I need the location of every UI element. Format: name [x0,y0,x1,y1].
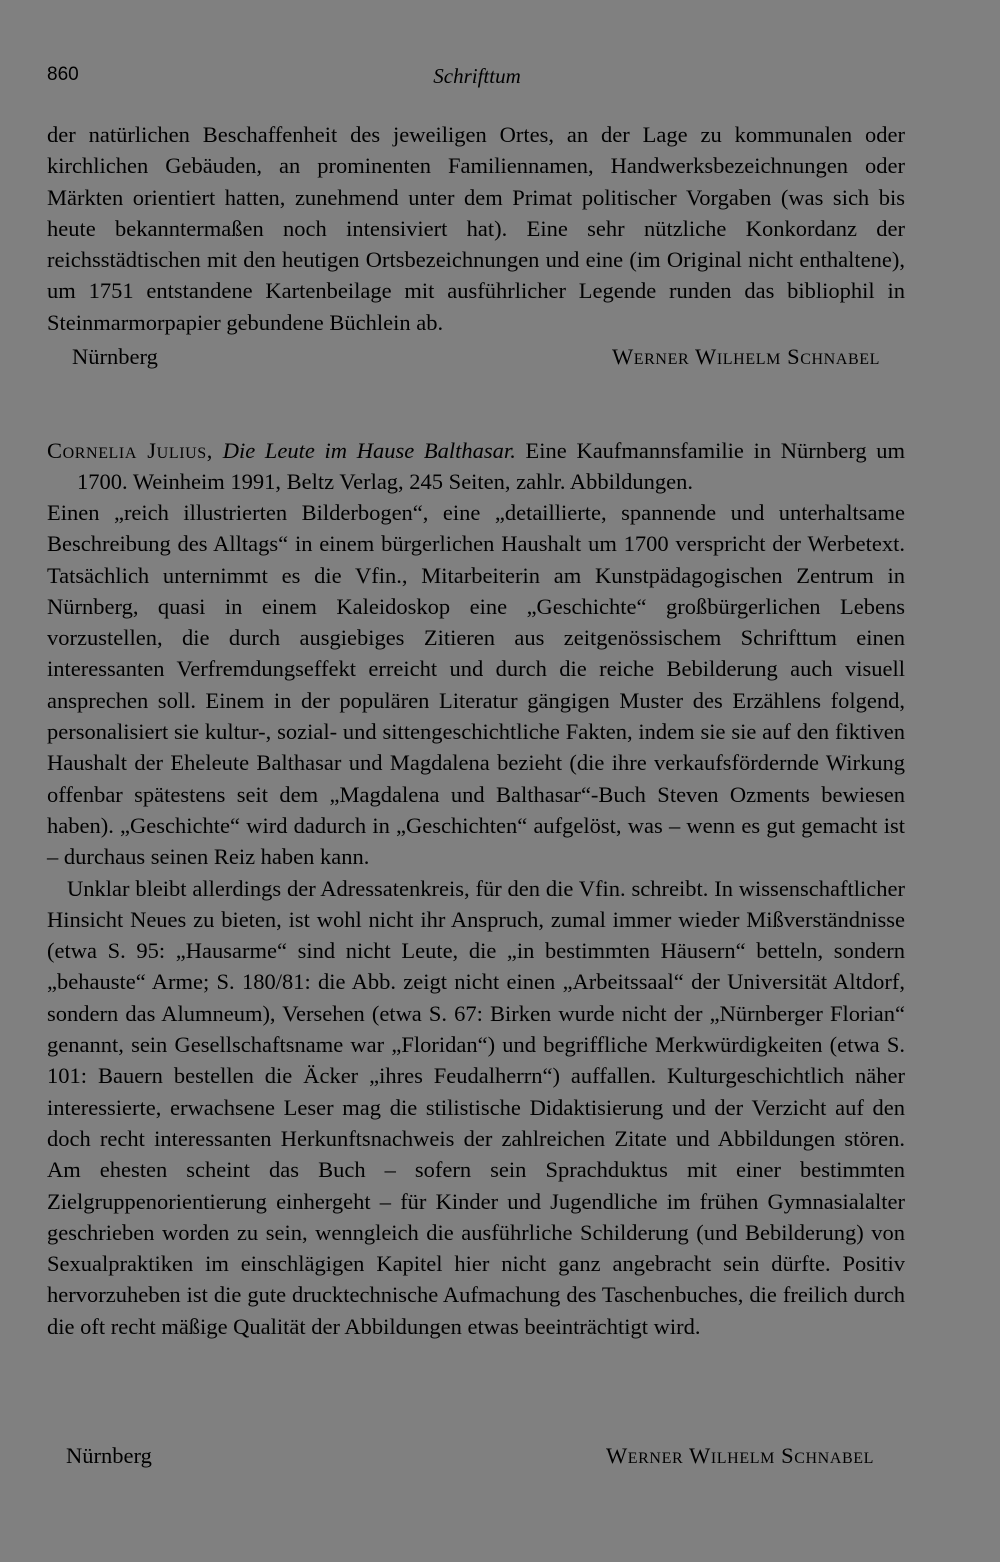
book-author: Cornelia Julius, [47,438,213,463]
review1-body [47,119,905,338]
review1-reviewer: Werner Wilhelm Schnabel [611,344,880,369]
review2-place: Nürnberg [66,1443,152,1468]
review1-signature [72,341,880,373]
review2-reviewer: Werner Wilhelm Schnabel [605,1443,874,1468]
review2-signature [66,1440,874,1472]
review2-paragraph-1: Einen „reich illustrierten Bilderbogen“, eine „detaillierte, spannende und unterhaltsame Beschreibung des Alltags“ in einem bürgerlichen Haushalt um 1700 verspricht der Werbetext. Tatsächlich unternimmt es die Vfin., Mitarbeiterin am Kunstpädagogischen Zentrum in Nürnberg, quasi in einem Kaleidoskop eine „Geschichte“ großbürgerlichen Lebens vorzustellen, die durch ausgiebiges Zitieren aus zeitgenössischem Schrifttum einen interessanten Verfremdungseffekt erreicht und durch die reiche Bebilderung auch visuell ansprechen soll. Einem in der populären Literatur gängigen Muster des Erzählens folgend, personalisiert sie kultur-, sozial- und sittengeschichtliche Fakten, indem sie sie auf den fiktiven Haushalt der Eheleute Balthasar und Magdalena bezieht (die ihre verkaufsfördernde Wirkung offenbar spätestens seit dem „Magdalena und Balthasar“-Buch Steven Ozments bewiesen haben). „Geschichte“ wird dadurch in „Geschichten“ aufgelöst, was – wenn es gut gemacht ist – durchaus seinen Reiz haben kann. [47,500,905,870]
book-title: Die Leute im Hause Balthasar. [222,438,516,463]
review1-paragraph: der natürlichen Beschaffenheit des jeweiligen Ortes, an der Lage zu kommunalen oder kirchlichen Gebäuden, an prominenten Familiennamen, Handwerksbezeichnungen oder Märkten orientiert hatten, zunehmend unter dem Primat politischer Vorgaben (was sich bis heute bekanntermaßen noch intensiviert hat). Eine sehr nützliche Konkordanz der reichsstädtischen mit den heutigen Ortsbezeichnungen und eine (im Original nicht enthaltene), um 1751 entstandene Kartenbeilage mit ausführlicher Legende runden das bibliophil in Steinmarmorpapier gebundene Büchlein ab. [47,122,905,335]
section-title: Schrifttum [433,64,521,88]
review2-citation [47,435,905,498]
review1-place: Nürnberg [72,344,158,369]
running-head [47,64,907,90]
review2-body [47,497,905,1342]
review2-paragraph-2: Unklar bleibt allerdings der Adressatenkreis, für den die Vfin. schreibt. In wissenschaftlicher Hinsicht Neues zu bieten, ist wohl nicht ihr Anspruch, zumal immer wieder Mißverständnisse (etwa S. 95: „Hausarme“ sind nicht Leute, die „in bestimmten Häusern“ betteln, sondern „behauste“ Arme; S. 180/81: die Abb. zeigt nicht einen „Arbeitssaal“ der Universität Altdorf, sondern das Alumneum), Versehen (etwa S. 67: Birken wurde nicht der „Nürnberger Florian“ genannt, sein Gesellschaftsname war „Floridan“) und begriffliche Merkwürdigkeiten (etwa S. 101: Bauern bestellen die Äcker „ihres Feudalherrn“) auffallen. Kulturgeschichtlich näher interessierte, erwachsene Leser mag die stilistische Didaktisierung und der Verzicht auf den doch recht interessanten Herkunftsnachweis der zahlreichen Zitate und Abbildungen stören. Am ehesten scheint das Buch – sofern sein Sprachduktus mit einer bestimmten Zielgruppenorientierung einhergeht – für Kinder und Jugendliche im frühen Gymnasialalter geschrieben worden zu sein, wenngleich die ausführliche Schilderung (und Bebilderung) von Sexualpraktiken im einschlägigen Kapitel hier nicht ganz angebracht sein dürfte. Positiv hervorzuheben ist die gute drucktechnische Aufmachung des Taschenbuches, die freilich durch die oft recht mäßige Qualität der Abbildungen etwas beeinträchtigt wird. [47,875,905,1339]
page-number: 860 [47,64,79,85]
book-details: Eine Kaufmannsfamilie in Nürnberg um 1700. Weinheim 1991, Beltz Verlag, 245 Seiten, zahlr. Abbildungen. [77,438,906,495]
